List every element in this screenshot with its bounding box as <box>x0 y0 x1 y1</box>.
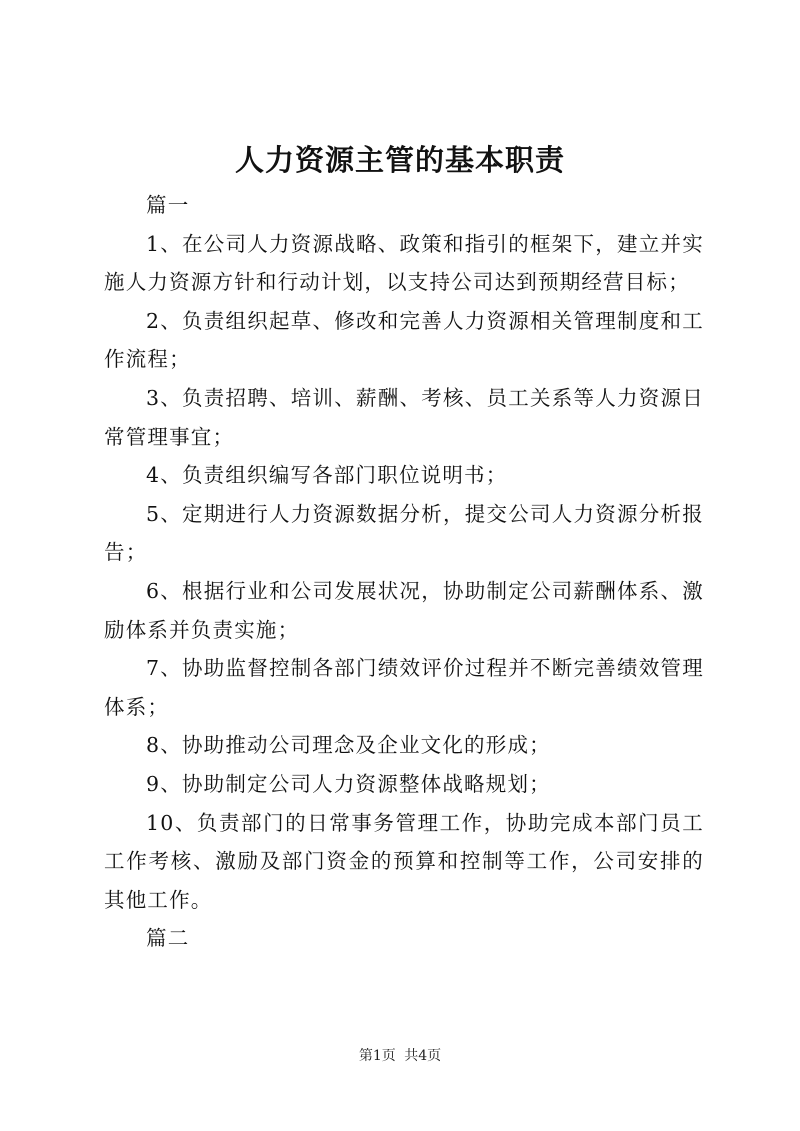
list-item: 3、负责招聘、培训、薪酬、考核、员工关系等人力资源日常管理事宜； <box>104 385 704 449</box>
list-item: 7、协助监督控制各部门绩效评价过程并不断完善绩效管理体系； <box>104 656 704 719</box>
list-item: 6、根据行业和公司发展状况，协助制定公司薪酬体系、激励体系并负责实施； <box>104 578 704 642</box>
list-item: 4、负责组织编写各部门职位说明书； <box>146 463 508 488</box>
section-heading: 篇二 <box>146 926 190 951</box>
list-item: 8、协助推动公司理念及企业文化的形成； <box>146 733 551 758</box>
section-heading: 篇一 <box>146 193 190 217</box>
document-title: 人力资源主管的基本职责 <box>234 143 565 177</box>
list-item: 1、在公司人力资源战略、政策和指引的框架下，建立并实施人力资源方针和行动计划，以支持公司达到预期经营目标； <box>104 231 704 295</box>
page-total: 共4页 <box>404 1048 442 1064</box>
page-footer <box>0 1046 800 1066</box>
list-item: 5、定期进行人力资源数据分析，提交公司人力资源分析报告； <box>104 501 704 565</box>
list-item: 2、负责组织起草、修改和完善人力资源相关管理制度和工作流程； <box>104 308 704 372</box>
document-body <box>104 186 704 958</box>
list-item: 9、协助制定公司人力资源整体战略规划； <box>146 771 551 796</box>
list-item: 10、负责部门的日常事务管理工作，协助完成本部门员工工作考核、激励及部门资金的预算和控制等工作，公司安排的其他工作。 <box>104 810 704 912</box>
page-number: 第1页 <box>358 1048 396 1064</box>
